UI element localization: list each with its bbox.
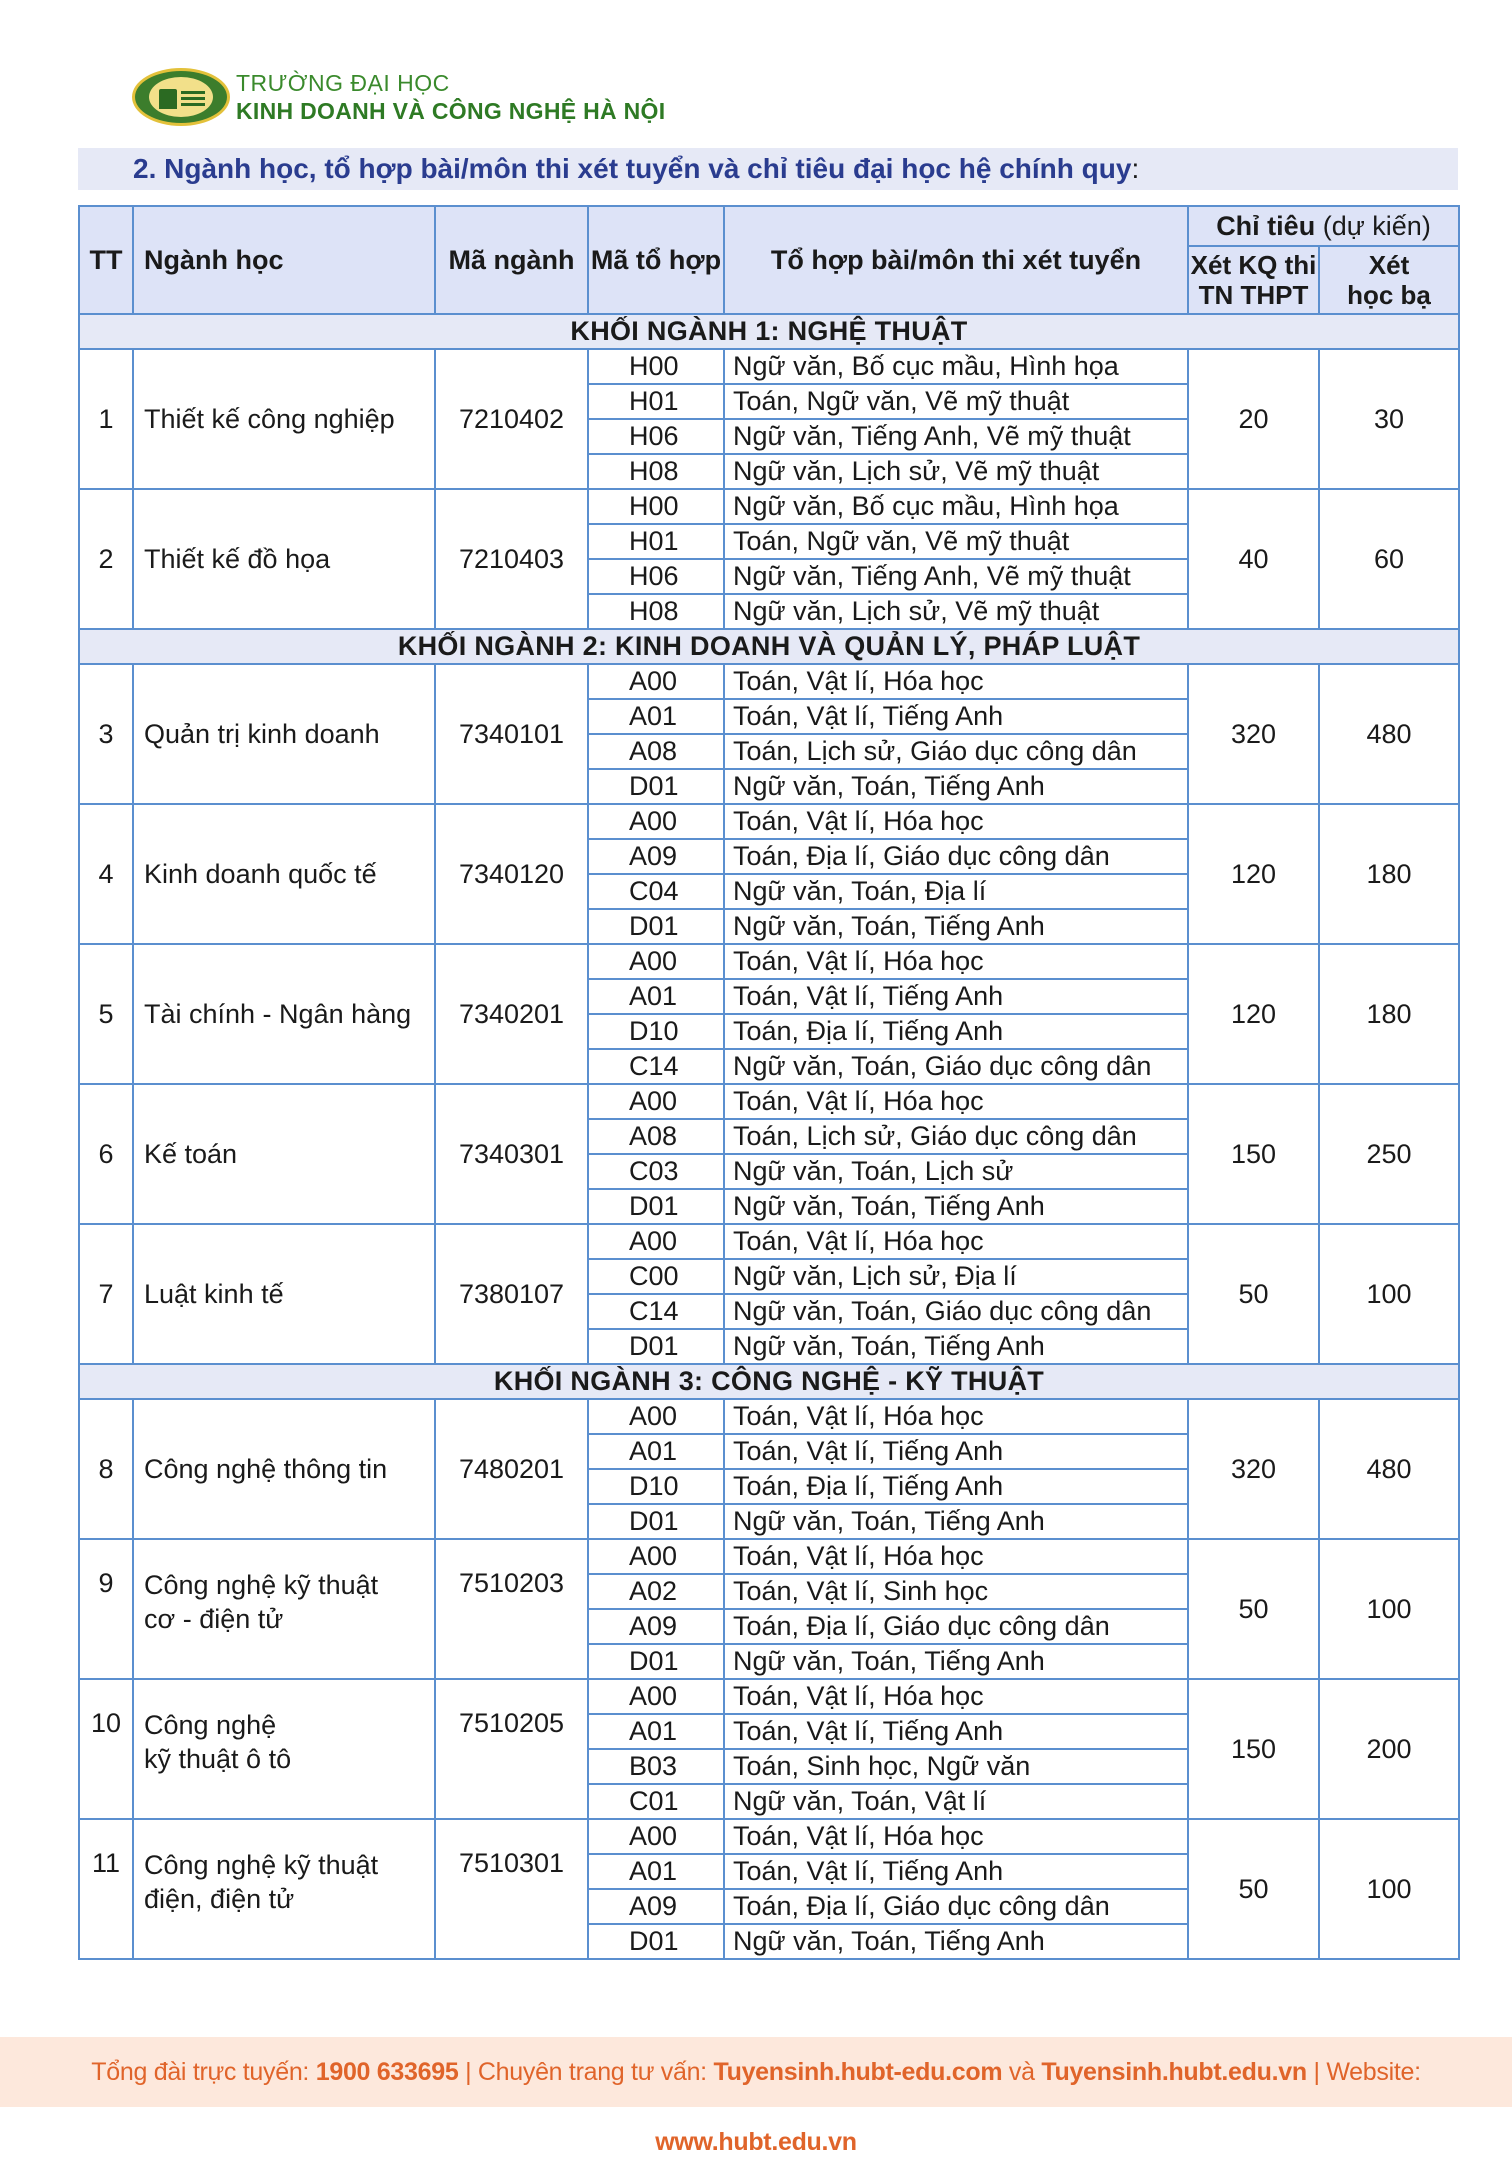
combo-subjects: Toán, Vật lí, Tiếng Anh <box>724 1434 1188 1469</box>
combo-subjects: Toán, Ngữ văn, Vẽ mỹ thuật <box>724 524 1188 559</box>
combo-subjects: Toán, Vật lí, Hóa học <box>724 1084 1188 1119</box>
major-code: 7510301 <box>435 1819 588 1959</box>
combo-code: A00 <box>588 804 724 839</box>
combo-subjects: Ngữ văn, Toán, Giáo dục công dân <box>724 1294 1188 1329</box>
major-index: 9 <box>79 1539 133 1679</box>
quota-exam: 320 <box>1188 1399 1319 1539</box>
table-row <box>79 804 1459 839</box>
major-name: Luật kinh tế <box>133 1224 435 1364</box>
combo-code: H08 <box>588 594 724 629</box>
header-major-code: Mã ngành <box>435 206 588 314</box>
combo-subjects: Toán, Vật lí, Tiếng Anh <box>724 979 1188 1014</box>
combo-subjects: Ngữ văn, Lịch sử, Vẽ mỹ thuật <box>724 594 1188 629</box>
header-major: Ngành học <box>133 206 435 314</box>
table-row <box>79 489 1459 524</box>
combo-subjects: Ngữ văn, Toán, Tiếng Anh <box>724 1329 1188 1364</box>
combo-code: A02 <box>588 1574 724 1609</box>
major-code: 7210403 <box>435 489 588 629</box>
major-index: 2 <box>79 489 133 629</box>
combo-code: A00 <box>588 944 724 979</box>
group-row <box>79 314 1459 349</box>
combo-code: B03 <box>588 1749 724 1784</box>
quota-record: 180 <box>1319 804 1459 944</box>
consult-site-2[interactable]: Tuyensinh.hubt.edu.vn <box>1041 2058 1307 2086</box>
table-row <box>79 1679 1459 1714</box>
major-code: 7510203 <box>435 1539 588 1679</box>
combo-code: D01 <box>588 1504 724 1539</box>
combo-subjects: Toán, Vật lí, Hóa học <box>724 1224 1188 1259</box>
admission-table <box>78 205 1460 1960</box>
combo-code: A00 <box>588 1819 724 1854</box>
combo-code: A08 <box>588 734 724 769</box>
combo-subjects: Toán, Vật lí, Hóa học <box>724 804 1188 839</box>
major-index: 7 <box>79 1224 133 1364</box>
combo-subjects: Toán, Lịch sử, Giáo dục công dân <box>724 1119 1188 1154</box>
combo-code: C14 <box>588 1049 724 1084</box>
combo-subjects: Toán, Vật lí, Hóa học <box>724 664 1188 699</box>
quota-record: 480 <box>1319 664 1459 804</box>
combo-code: D10 <box>588 1014 724 1049</box>
major-name: Kinh doanh quốc tế <box>133 804 435 944</box>
combo-code: A00 <box>588 664 724 699</box>
school-name-line2: KINH DOANH VÀ CÔNG NGHỆ HÀ NỘI <box>236 98 666 124</box>
quota-exam: 50 <box>1188 1224 1319 1364</box>
combo-subjects: Toán, Vật lí, Hóa học <box>724 1679 1188 1714</box>
combo-subjects: Ngữ văn, Toán, Địa lí <box>724 874 1188 909</box>
table-body <box>79 314 1459 1959</box>
combo-subjects: Toán, Vật lí, Hóa học <box>724 1539 1188 1574</box>
combo-code: D01 <box>588 1329 724 1364</box>
major-index: 1 <box>79 349 133 489</box>
combo-subjects: Toán, Vật lí, Tiếng Anh <box>724 699 1188 734</box>
combo-subjects: Ngữ văn, Toán, Tiếng Anh <box>724 1189 1188 1224</box>
quota-record: 480 <box>1319 1399 1459 1539</box>
major-code: 7480201 <box>435 1399 588 1539</box>
combo-code: C01 <box>588 1784 724 1819</box>
combo-code: H01 <box>588 384 724 419</box>
combo-code: A00 <box>588 1539 724 1574</box>
combo-code: A00 <box>588 1679 724 1714</box>
combo-subjects: Ngữ văn, Toán, Tiếng Anh <box>724 909 1188 944</box>
combo-subjects: Ngữ văn, Lịch sử, Vẽ mỹ thuật <box>724 454 1188 489</box>
combo-subjects: Ngữ văn, Lịch sử, Địa lí <box>724 1259 1188 1294</box>
combo-code: D01 <box>588 769 724 804</box>
group-title: KHỐI NGÀNH 2: KINH DOANH VÀ QUẢN LÝ, PHÁP LUẬT <box>79 629 1459 664</box>
quota-record: 100 <box>1319 1539 1459 1679</box>
major-name: Công nghệ kỹ thuật ô tô <box>133 1679 435 1819</box>
combo-subjects: Toán, Địa lí, Tiếng Anh <box>724 1469 1188 1504</box>
combo-subjects: Ngữ văn, Toán, Giáo dục công dân <box>724 1049 1188 1084</box>
combo-code: D01 <box>588 1189 724 1224</box>
quota-exam: 120 <box>1188 804 1319 944</box>
combo-subjects: Toán, Sinh học, Ngữ văn <box>724 1749 1188 1784</box>
quota-record: 60 <box>1319 489 1459 629</box>
group-title: KHỐI NGÀNH 3: CÔNG NGHỆ - KỸ THUẬT <box>79 1364 1459 1399</box>
combo-code: A09 <box>588 1609 724 1644</box>
school-name-line1: TRƯỜNG ĐẠI HỌC <box>236 70 450 96</box>
combo-subjects: Toán, Địa lí, Giáo dục công dân <box>724 839 1188 874</box>
combo-subjects: Toán, Vật lí, Tiếng Anh <box>724 1714 1188 1749</box>
combo-code: A00 <box>588 1224 724 1259</box>
combo-code: H06 <box>588 419 724 454</box>
quota-record: 250 <box>1319 1084 1459 1224</box>
combo-code: H06 <box>588 559 724 594</box>
major-name: Quản trị kinh doanh <box>133 664 435 804</box>
combo-code: A01 <box>588 1714 724 1749</box>
combo-code: H00 <box>588 349 724 384</box>
major-code: 7340101 <box>435 664 588 804</box>
table-row <box>79 1399 1459 1434</box>
combo-subjects: Ngữ văn, Toán, Tiếng Anh <box>724 769 1188 804</box>
combo-code: A09 <box>588 839 724 874</box>
combo-code: A09 <box>588 1889 724 1924</box>
quota-exam: 320 <box>1188 664 1319 804</box>
major-index: 10 <box>79 1679 133 1819</box>
combo-code: A01 <box>588 979 724 1014</box>
table-row <box>79 1224 1459 1259</box>
header-quota-exam: Xét KQ thi TN THPT <box>1188 246 1319 314</box>
major-index: 8 <box>79 1399 133 1539</box>
combo-code: D01 <box>588 1644 724 1679</box>
combo-subjects: Toán, Vật lí, Hóa học <box>724 1819 1188 1854</box>
combo-code: C00 <box>588 1259 724 1294</box>
quota-exam: 150 <box>1188 1679 1319 1819</box>
combo-code: A00 <box>588 1399 724 1434</box>
major-name: Thiết kế đồ họa <box>133 489 435 629</box>
hotline-number: 1900 633695 <box>315 2058 459 2086</box>
quota-exam: 50 <box>1188 1539 1319 1679</box>
table-row <box>79 944 1459 979</box>
major-name: Công nghệ thông tin <box>133 1399 435 1539</box>
quota-exam: 120 <box>1188 944 1319 1084</box>
header-quota-record: Xét học bạ <box>1319 246 1459 314</box>
combo-code: A01 <box>588 699 724 734</box>
combo-subjects: Toán, Vật lí, Hóa học <box>724 944 1188 979</box>
combo-subjects: Ngữ văn, Toán, Tiếng Anh <box>724 1644 1188 1679</box>
major-index: 11 <box>79 1819 133 1959</box>
header-combo-code: Mã tổ hợp <box>588 206 724 314</box>
quota-exam: 40 <box>1188 489 1319 629</box>
combo-code: C03 <box>588 1154 724 1189</box>
table-row <box>79 664 1459 699</box>
major-code: 7340201 <box>435 944 588 1084</box>
combo-code: D01 <box>588 909 724 944</box>
combo-code: H00 <box>588 489 724 524</box>
combo-subjects: Ngữ văn, Toán, Tiếng Anh <box>724 1924 1188 1959</box>
combo-subjects: Ngữ văn, Bố cục mầu, Hình họa <box>724 349 1188 384</box>
major-code: 7510205 <box>435 1679 588 1819</box>
major-name: Thiết kế công nghiệp <box>133 349 435 489</box>
group-title: KHỐI NGÀNH 1: NGHỆ THUẬT <box>79 314 1459 349</box>
major-code: 7340301 <box>435 1084 588 1224</box>
combo-subjects: Ngữ văn, Bố cục mầu, Hình họa <box>724 489 1188 524</box>
major-index: 4 <box>79 804 133 944</box>
table-row <box>79 1084 1459 1119</box>
combo-code: A01 <box>588 1434 724 1469</box>
combo-code: H01 <box>588 524 724 559</box>
combo-code: A01 <box>588 1854 724 1889</box>
combo-subjects: Ngữ văn, Tiếng Anh, Vẽ mỹ thuật <box>724 419 1188 454</box>
table-row <box>79 349 1459 384</box>
major-code: 7340120 <box>435 804 588 944</box>
combo-code: A08 <box>588 1119 724 1154</box>
quota-record: 30 <box>1319 349 1459 489</box>
combo-code: H08 <box>588 454 724 489</box>
major-index: 6 <box>79 1084 133 1224</box>
quota-exam: 50 <box>1188 1819 1319 1959</box>
combo-subjects: Toán, Vật lí, Sinh học <box>724 1574 1188 1609</box>
combo-code: A00 <box>588 1084 724 1119</box>
combo-subjects: Ngữ văn, Tiếng Anh, Vẽ mỹ thuật <box>724 559 1188 594</box>
school-logo-icon <box>132 68 230 126</box>
website-link[interactable]: www.hubt.edu.vn <box>655 2128 857 2156</box>
major-name: Kế toán <box>133 1084 435 1224</box>
header-quota: Chỉ tiêu (dự kiến) <box>1188 206 1459 246</box>
page-header <box>132 62 832 132</box>
section-title: 2. Ngành học, tổ hợp bài/môn thi xét tuyển và chỉ tiêu đại học hệ chính quy: <box>78 148 1458 190</box>
major-code: 7380107 <box>435 1224 588 1364</box>
major-name: Công nghệ kỹ thuật điện, điện tử <box>133 1819 435 1959</box>
combo-subjects: Ngữ văn, Toán, Tiếng Anh <box>724 1504 1188 1539</box>
table-row <box>79 1539 1459 1574</box>
major-name: Công nghệ kỹ thuật cơ - điện tử <box>133 1539 435 1679</box>
quota-record: 180 <box>1319 944 1459 1084</box>
combo-subjects: Toán, Địa lí, Giáo dục công dân <box>724 1889 1188 1924</box>
major-index: 5 <box>79 944 133 1084</box>
group-row <box>79 629 1459 664</box>
group-row <box>79 1364 1459 1399</box>
quota-record: 100 <box>1319 1819 1459 1959</box>
quota-exam: 150 <box>1188 1084 1319 1224</box>
combo-subjects: Ngữ văn, Toán, Vật lí <box>724 1784 1188 1819</box>
combo-subjects: Ngữ văn, Toán, Lịch sử <box>724 1154 1188 1189</box>
consult-site-1[interactable]: Tuyensinh.hubt-edu.com <box>713 2058 1003 2086</box>
combo-subjects: Toán, Lịch sử, Giáo dục công dân <box>724 734 1188 769</box>
table-row <box>79 1819 1459 1854</box>
quota-record: 100 <box>1319 1224 1459 1364</box>
combo-code: C04 <box>588 874 724 909</box>
major-index: 3 <box>79 664 133 804</box>
combo-subjects: Toán, Địa lí, Tiếng Anh <box>724 1014 1188 1049</box>
combo-code: D01 <box>588 1924 724 1959</box>
major-name: Tài chính - Ngân hàng <box>133 944 435 1084</box>
footer-bar: Tổng đài trực tuyến: 1900 633695 | Chuyên trang tư vấn: Tuyensinh.hubt-edu.com và Tuyensinh.hubt.edu.vn | Website: www.hubt.edu.vn <box>0 2037 1512 2107</box>
header-tt: TT <box>79 206 133 314</box>
combo-subjects: Toán, Ngữ văn, Vẽ mỹ thuật <box>724 384 1188 419</box>
header-subjects: Tổ hợp bài/môn thi xét tuyển <box>724 206 1188 314</box>
combo-code: C14 <box>588 1294 724 1329</box>
quota-record: 200 <box>1319 1679 1459 1819</box>
combo-subjects: Toán, Vật lí, Tiếng Anh <box>724 1854 1188 1889</box>
combo-code: D10 <box>588 1469 724 1504</box>
combo-subjects: Toán, Địa lí, Giáo dục công dân <box>724 1609 1188 1644</box>
quota-exam: 20 <box>1188 349 1319 489</box>
combo-subjects: Toán, Vật lí, Hóa học <box>724 1399 1188 1434</box>
major-code: 7210402 <box>435 349 588 489</box>
